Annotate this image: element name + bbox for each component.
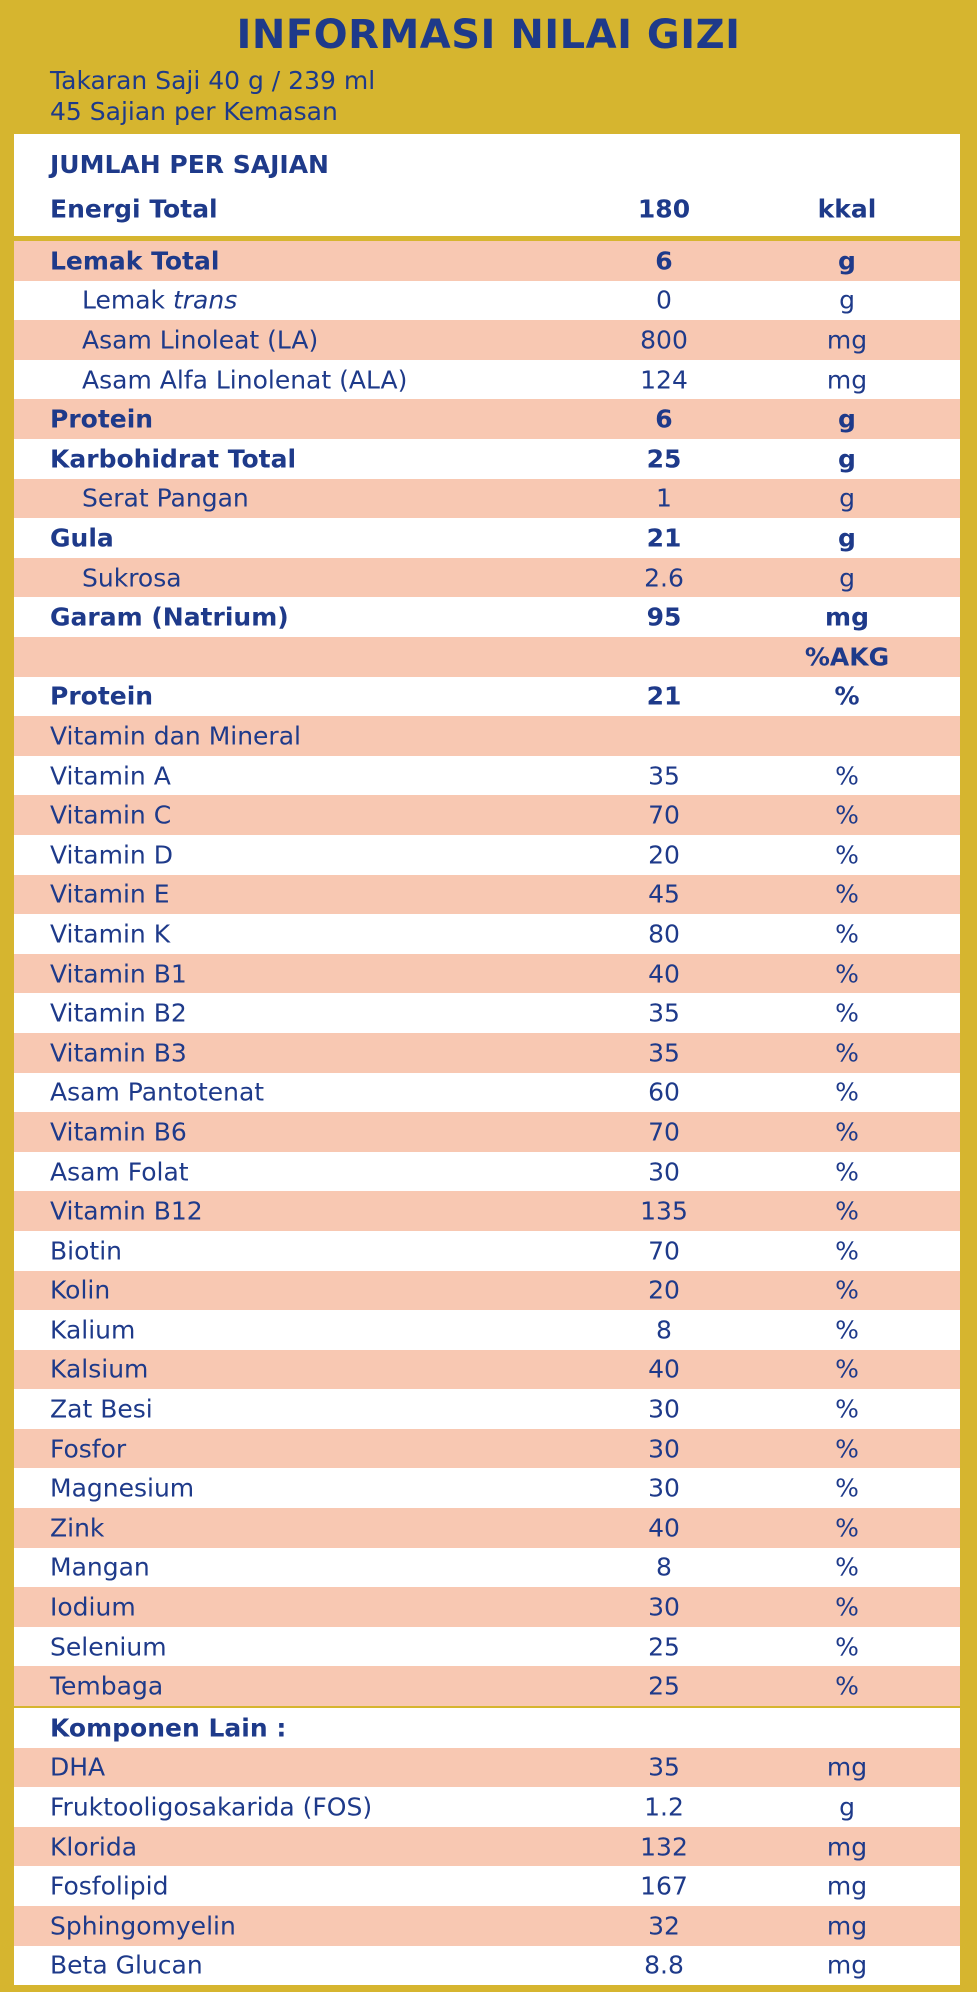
row-value: 80 bbox=[648, 919, 680, 949]
table-row bbox=[14, 479, 960, 519]
row-value: 40 bbox=[648, 959, 680, 989]
row-name bbox=[50, 1038, 187, 1067]
row-name-text: Selenium bbox=[50, 1632, 167, 1662]
row-unit: mg bbox=[825, 602, 869, 632]
row-value: 30 bbox=[648, 1394, 680, 1424]
row-name bbox=[50, 959, 187, 988]
row-name-text: Vitamin B6 bbox=[50, 1117, 187, 1147]
row-unit: % bbox=[835, 1275, 859, 1305]
table-row bbox=[14, 756, 960, 796]
row-name-text: Gula bbox=[50, 523, 114, 553]
row-name bbox=[50, 1792, 372, 1821]
row-value: 2.6 bbox=[644, 563, 684, 593]
row-value: 800 bbox=[640, 325, 688, 355]
energy-panel bbox=[14, 134, 960, 236]
row-name-text: Vitamin B12 bbox=[50, 1196, 203, 1226]
row-value: 70 bbox=[648, 1236, 680, 1266]
row-name bbox=[82, 484, 249, 513]
label-title: INFORMASI NILAI GIZI bbox=[236, 12, 741, 58]
row-name-text: Zink bbox=[50, 1513, 105, 1543]
table-row bbox=[14, 716, 960, 756]
row-value: 132 bbox=[640, 1832, 688, 1862]
row-name-text: Sukrosa bbox=[82, 563, 182, 593]
row-value: 25 bbox=[648, 1671, 680, 1701]
row-name bbox=[50, 1236, 122, 1265]
table-row bbox=[14, 1906, 960, 1946]
row-value: 124 bbox=[640, 365, 688, 395]
row-value: 35 bbox=[648, 761, 680, 791]
row-unit: % bbox=[835, 1671, 859, 1701]
row-unit: % bbox=[835, 1632, 859, 1662]
row-unit: % bbox=[835, 1592, 859, 1622]
row-name-text: Vitamin dan Mineral bbox=[50, 721, 301, 751]
row-name bbox=[50, 1197, 203, 1226]
row-name-text: Asam Pantotenat bbox=[50, 1077, 265, 1107]
row-unit: g bbox=[839, 1792, 855, 1822]
table-row bbox=[14, 914, 960, 954]
row-name bbox=[50, 1553, 150, 1582]
row-name-text: Karbohidrat Total bbox=[50, 444, 297, 474]
table-row bbox=[14, 1073, 960, 1113]
table-row bbox=[14, 1508, 960, 1548]
row-name bbox=[82, 286, 237, 315]
row-value: 21 bbox=[646, 681, 682, 711]
row-unit: % bbox=[835, 1038, 859, 1068]
row-value: 32 bbox=[648, 1911, 680, 1941]
row-name bbox=[50, 721, 301, 750]
row-name bbox=[50, 761, 171, 790]
table-row bbox=[14, 1033, 960, 1073]
row-unit: mg bbox=[826, 325, 868, 355]
row-value: 25 bbox=[646, 444, 682, 474]
row-name bbox=[50, 880, 170, 909]
row-name bbox=[50, 1951, 203, 1980]
row-name-text: Vitamin K bbox=[50, 919, 171, 949]
row-value: 0 bbox=[656, 285, 672, 315]
row-unit: % bbox=[835, 1077, 859, 1107]
servings-per-pack: 45 Sajian per Kemasan bbox=[50, 97, 338, 126]
row-name-text: Biotin bbox=[50, 1236, 122, 1266]
row-name bbox=[50, 1355, 148, 1384]
row-name-text: Asam Alfa Linolenat (ALA) bbox=[82, 365, 408, 395]
row-value: 167 bbox=[640, 1871, 688, 1901]
row-unit: % bbox=[835, 1552, 859, 1582]
row-unit: % bbox=[835, 840, 859, 870]
row-name-text: Tembaga bbox=[50, 1671, 164, 1701]
row-value: 25 bbox=[648, 1632, 680, 1662]
row-name bbox=[50, 1078, 264, 1107]
table-row bbox=[14, 835, 960, 875]
table-row bbox=[14, 993, 960, 1033]
table-row bbox=[14, 954, 960, 994]
row-name-text: Vitamin A bbox=[50, 761, 171, 791]
table-row bbox=[14, 1468, 960, 1508]
energy-row bbox=[14, 189, 960, 229]
other-components-header-row bbox=[14, 1708, 960, 1748]
row-name bbox=[50, 1832, 137, 1861]
row-name bbox=[50, 523, 114, 552]
row-unit: g bbox=[839, 563, 855, 593]
row-name-text: Klorida bbox=[50, 1832, 138, 1862]
row-unit: g bbox=[838, 444, 856, 474]
row-value: 6 bbox=[655, 404, 673, 434]
row-value: 40 bbox=[648, 1354, 680, 1384]
row-name bbox=[82, 365, 407, 394]
row-unit: % bbox=[835, 1513, 859, 1543]
row-value: 95 bbox=[646, 602, 682, 632]
row-name bbox=[50, 1276, 110, 1305]
row-name-text: Kalium bbox=[50, 1315, 136, 1345]
row-unit: % bbox=[835, 919, 859, 949]
row-name bbox=[50, 1632, 167, 1661]
row-value: 30 bbox=[648, 1434, 680, 1464]
row-value: 30 bbox=[648, 1157, 680, 1187]
other-components-header: Komponen Lain : bbox=[50, 1713, 287, 1743]
row-name-text: Kalsium bbox=[50, 1354, 149, 1384]
row-name-text: Asam Linoleat (LA) bbox=[82, 325, 319, 355]
table-row bbox=[14, 1827, 960, 1867]
row-name-text: Vitamin B1 bbox=[50, 959, 187, 989]
row-name-text: Lemak bbox=[82, 285, 173, 315]
akg-section bbox=[14, 637, 960, 1706]
energy-unit: kkal bbox=[817, 194, 877, 224]
table-row bbox=[14, 1548, 960, 1588]
row-name bbox=[50, 840, 173, 869]
row-value: 8 bbox=[656, 1552, 672, 1582]
row-unit: mg bbox=[826, 1950, 868, 1980]
table-row bbox=[14, 1310, 960, 1350]
table-row bbox=[14, 1666, 960, 1706]
row-value: 35 bbox=[648, 998, 680, 1028]
row-unit: mg bbox=[826, 365, 868, 395]
row-value: 35 bbox=[648, 1752, 680, 1782]
row-name bbox=[50, 1753, 105, 1782]
row-unit: % bbox=[835, 1473, 859, 1503]
table-row bbox=[14, 1429, 960, 1469]
row-name-text: Vitamin C bbox=[50, 800, 172, 830]
table-row bbox=[14, 558, 960, 598]
table-row bbox=[14, 1787, 960, 1827]
row-name bbox=[50, 801, 171, 830]
row-value: 70 bbox=[648, 1117, 680, 1147]
row-value: 60 bbox=[648, 1077, 680, 1107]
row-name bbox=[50, 405, 153, 434]
row-value: 45 bbox=[648, 879, 680, 909]
nutrients-section bbox=[14, 241, 960, 637]
table-row bbox=[14, 795, 960, 835]
row-name bbox=[50, 682, 153, 711]
row-name-text: Iodium bbox=[50, 1592, 136, 1622]
table-row bbox=[14, 1152, 960, 1192]
row-name-text: Zat Besi bbox=[50, 1394, 153, 1424]
energy-value: 180 bbox=[637, 194, 691, 224]
row-name-text: Mangan bbox=[50, 1552, 150, 1582]
row-value: 70 bbox=[648, 800, 680, 830]
row-name bbox=[50, 1117, 187, 1146]
row-unit: g bbox=[839, 285, 855, 315]
table-row bbox=[14, 1946, 960, 1986]
row-unit: % bbox=[835, 761, 859, 791]
row-name-text: Magnesium bbox=[50, 1473, 195, 1503]
table-row bbox=[14, 1271, 960, 1311]
row-unit: g bbox=[839, 483, 855, 513]
row-value: 8.8 bbox=[644, 1950, 684, 1980]
row-unit: % bbox=[835, 1434, 859, 1464]
table-row bbox=[14, 399, 960, 439]
row-name bbox=[50, 1672, 163, 1701]
row-unit: % bbox=[835, 1315, 859, 1345]
row-unit: % bbox=[835, 879, 859, 909]
row-name bbox=[50, 919, 170, 948]
row-unit: % bbox=[835, 959, 859, 989]
row-name bbox=[50, 1395, 153, 1424]
row-name-text: DHA bbox=[50, 1752, 106, 1782]
row-value: 135 bbox=[640, 1196, 688, 1226]
table-row bbox=[14, 1191, 960, 1231]
row-value: 1.2 bbox=[644, 1792, 684, 1822]
row-name bbox=[50, 1315, 135, 1344]
table-row bbox=[14, 518, 960, 558]
table-row bbox=[14, 1627, 960, 1667]
row-name-text: Vitamin B2 bbox=[50, 998, 187, 1028]
row-value: 6 bbox=[655, 246, 673, 276]
table-row bbox=[14, 241, 960, 281]
row-name-text: Fosfor bbox=[50, 1434, 127, 1464]
row-unit: mg bbox=[826, 1871, 868, 1901]
label-header bbox=[0, 0, 977, 134]
row-value: 40 bbox=[648, 1513, 680, 1543]
table-row bbox=[14, 439, 960, 479]
table-row bbox=[14, 1866, 960, 1906]
row-name-text: Protein bbox=[50, 681, 154, 711]
row-value: 30 bbox=[648, 1592, 680, 1622]
row-unit: % bbox=[835, 1236, 859, 1266]
row-unit: g bbox=[838, 523, 856, 553]
row-unit: mg bbox=[826, 1832, 868, 1862]
row-unit: % bbox=[835, 1354, 859, 1384]
row-value: 1 bbox=[656, 483, 672, 513]
row-value: 30 bbox=[648, 1473, 680, 1503]
amount-per-serving-heading: JUMLAH PER SAJIAN bbox=[50, 150, 329, 179]
table-row bbox=[14, 1389, 960, 1429]
row-name-text: Protein bbox=[50, 404, 154, 434]
row-value: 20 bbox=[648, 840, 680, 870]
row-name-text: Sphingomyelin bbox=[50, 1911, 236, 1941]
table-row bbox=[14, 281, 960, 321]
row-unit: mg bbox=[826, 1911, 868, 1941]
row-unit: % bbox=[835, 998, 859, 1028]
row-unit: % bbox=[835, 1157, 859, 1187]
row-name bbox=[50, 246, 219, 275]
row-unit: g bbox=[838, 246, 856, 276]
row-name-text: Vitamin E bbox=[50, 879, 170, 909]
table-row bbox=[14, 1587, 960, 1627]
row-name-text: Serat Pangan bbox=[82, 483, 249, 513]
row-name-text: Garam (Natrium) bbox=[50, 602, 289, 632]
table-row bbox=[14, 1231, 960, 1271]
row-name-text: Beta Glucan bbox=[50, 1950, 203, 1980]
row-name-text: Kolin bbox=[50, 1275, 111, 1305]
row-value: 20 bbox=[648, 1275, 680, 1305]
other-components-section bbox=[14, 1708, 960, 1985]
row-unit: g bbox=[838, 404, 856, 434]
row-name bbox=[50, 1872, 168, 1901]
row-unit: % bbox=[835, 1196, 859, 1226]
row-unit: % bbox=[835, 800, 859, 830]
row-name-text: Fruktooligosakarida (FOS) bbox=[50, 1792, 373, 1822]
row-name bbox=[50, 1157, 189, 1186]
row-name bbox=[50, 1513, 104, 1542]
row-value: 8 bbox=[656, 1315, 672, 1345]
row-unit: mg bbox=[826, 1752, 868, 1782]
row-unit: % bbox=[834, 681, 860, 711]
table-row bbox=[14, 320, 960, 360]
row-name-text: Asam Folat bbox=[50, 1157, 189, 1187]
row-name bbox=[82, 563, 182, 592]
row-name-text: Lemak Total bbox=[50, 246, 220, 276]
row-name-text: Vitamin B3 bbox=[50, 1038, 187, 1068]
row-name bbox=[50, 999, 187, 1028]
table-row bbox=[14, 1350, 960, 1390]
row-name bbox=[50, 603, 289, 632]
table-row bbox=[14, 677, 960, 717]
table-row bbox=[14, 360, 960, 400]
table-row bbox=[14, 1112, 960, 1152]
row-unit: % bbox=[835, 1117, 859, 1147]
row-name bbox=[50, 1434, 126, 1463]
table-row bbox=[14, 875, 960, 915]
energy-label: Energi Total bbox=[50, 194, 218, 224]
row-value: 35 bbox=[648, 1038, 680, 1068]
row-name-text: Vitamin D bbox=[50, 840, 173, 870]
row-name-text: Fosfolipid bbox=[50, 1871, 169, 1901]
akg-header: %AKG bbox=[804, 642, 890, 672]
row-name bbox=[82, 325, 318, 354]
row-unit: % bbox=[835, 1394, 859, 1424]
table-row bbox=[14, 597, 960, 637]
row-value: 21 bbox=[646, 523, 682, 553]
table-row bbox=[14, 1748, 960, 1788]
serving-size: Takaran Saji 40 g / 239 ml bbox=[50, 66, 376, 95]
akg-header-row bbox=[14, 637, 960, 677]
row-name bbox=[50, 444, 296, 473]
row-name bbox=[50, 1474, 194, 1503]
row-name bbox=[50, 1593, 136, 1622]
row-name-italic: trans bbox=[172, 285, 238, 315]
row-name bbox=[50, 1911, 236, 1940]
